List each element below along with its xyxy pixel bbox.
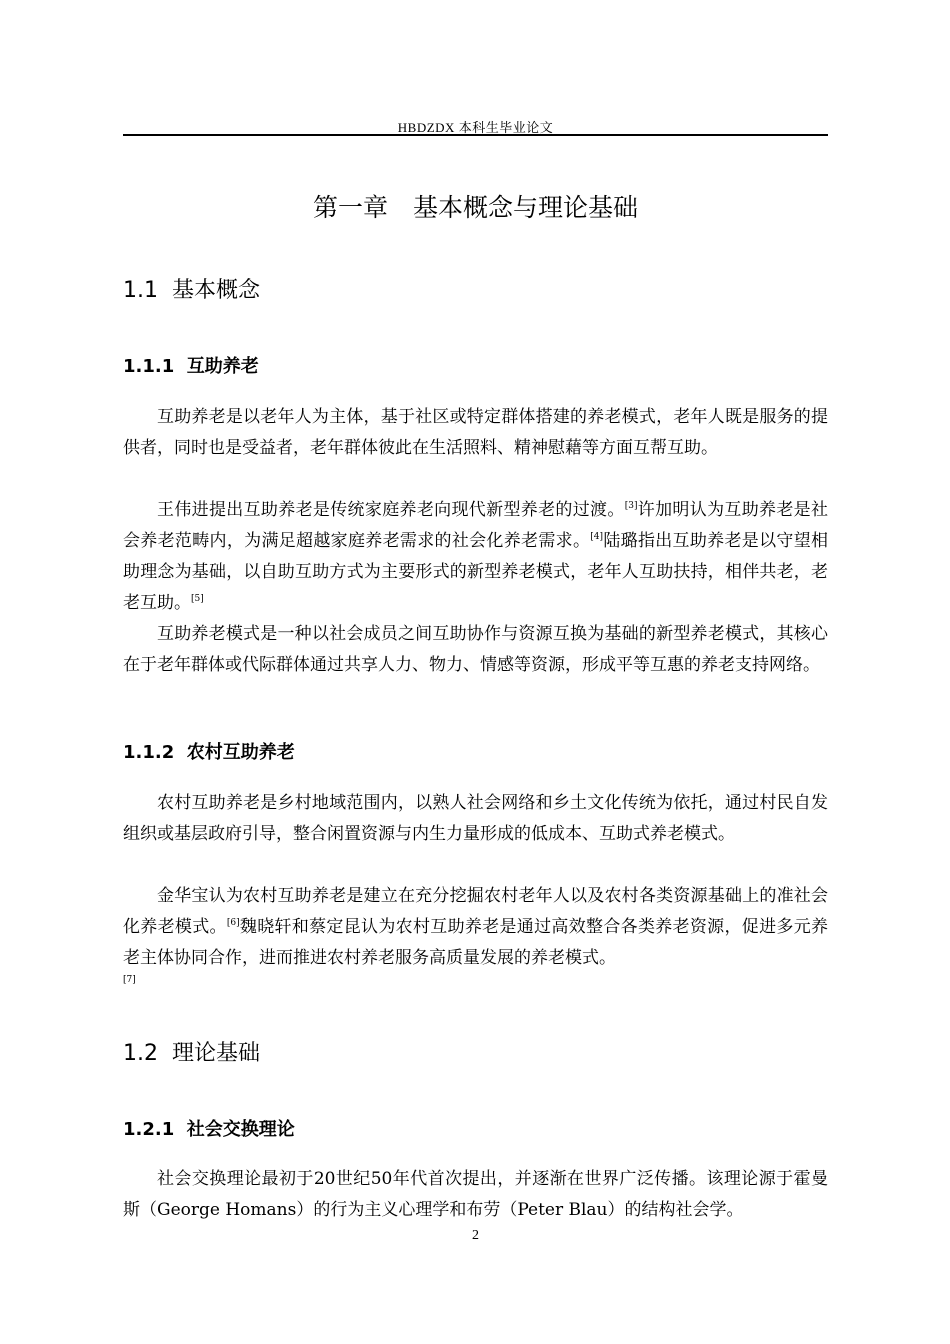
- paragraph-text: 王伟进提出互助养老是传统家庭养老向现代新型养老的过渡。: [157, 500, 625, 520]
- subsection-heading-1-2-1: 1.2.1 社会交换理论: [123, 1119, 295, 1140]
- paragraph-rural-mutual-aid-definition: 农村互助养老是乡村地域范围内，以熟人社会网络和乡土文化传统为依托，通过村民自发组织或基层政府引导，整合闲置资源与内生力量形成的低成本、互助式养老模式。: [123, 793, 828, 844]
- paragraph-text: 魏晓轩和蔡定昆认为农村互助养老是通过高效整合各类养老资源，促进多元养老主体协同合作，进而推进农村养老服务高质量发展的养老模式。: [123, 917, 829, 968]
- section-heading-1-1: 1.1 基本概念: [123, 278, 260, 303]
- paragraph-rural-mutual-aid-literature: [123, 881, 828, 986]
- paragraph-text: 陆璐指出互助养老是以守望相助理念为基础，以自助互助方式为主要形式的新型养老模式，老年人互助扶持，相伴共老，老老互助。: [123, 531, 829, 613]
- running-header: HBDZDX 本科生毕业论文: [397, 120, 554, 135]
- subsection-heading-1-1-1: 1.1.1 互助养老: [123, 356, 259, 377]
- paragraph-text: 金华宝认为农村互助养老是建立在充分挖掘农村老年人以及农村各类资源基础上的准社会化养老模式。: [123, 886, 828, 937]
- chapter-title: 第一章 基本概念与理论基础: [312, 193, 638, 222]
- paragraph-text: 许加明认为互助养老是社会养老范畴内，为满足超越家庭养老需求的社会化养老需求。: [123, 500, 828, 551]
- paragraph-mutual-aid-definition: 互助养老是以老年人为主体，基于社区或特定群体搭建的养老模式，老年人既是服务的提供者，同时也是受益者，老年群体彼此在生活照料、精神慰藉等方面互帮互助。: [123, 407, 828, 458]
- citation-3: [3]: [624, 501, 638, 511]
- citation-5: [5]: [191, 594, 204, 604]
- page-number: 2: [472, 1228, 479, 1243]
- subsection-heading-1-1-2: 1.1.2 农村互助养老: [123, 742, 295, 763]
- paragraph-mutual-aid-model: 互助养老模式是一种以社会成员之间互助协作与资源互换为基础的新型养老模式，其核心在于老年群体或代际群体通过共享人力、物力、情感等资源，形成平等互惠的养老支持网络。: [123, 624, 828, 675]
- citation-7: [7]: [123, 975, 136, 985]
- header-rule: [123, 134, 828, 136]
- paragraph-mutual-aid-literature: [123, 495, 828, 619]
- paragraph-social-exchange-theory: 社会交换理论最初于20世纪50年代首次提出，并逐渐在世界广泛传播。该理论源于霍曼斯（George Homans）的行为主义心理学和布劳（Peter Blau）的结构社会学。: [123, 1169, 828, 1220]
- citation-4: [4]: [590, 532, 604, 542]
- citation-6: [6]: [226, 918, 240, 928]
- section-heading-1-2: 1.2 理论基础: [123, 1041, 260, 1066]
